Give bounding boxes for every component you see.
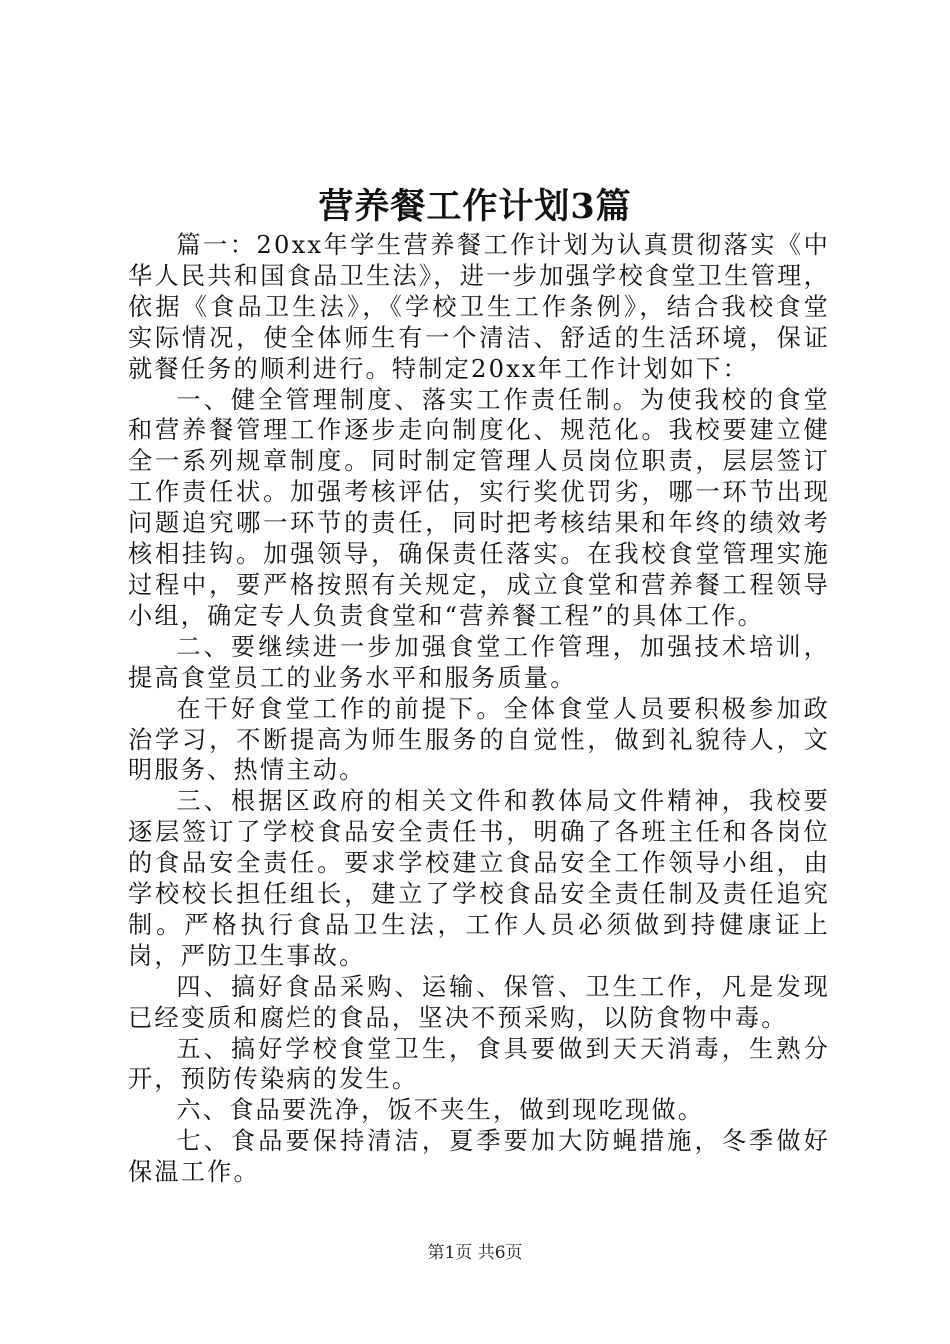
- paragraph-intro: 篇一：20xx年学生营养餐工作计划为认真贯彻落实《中华人民共和国食品卫生法》，进一步加强学校食堂卫生管理，依据《食品卫生法》，《学校卫生工作条例》，结合我校食堂实际情况，使全体师生有一个清洁、舒适的生活环境，保证就餐任务的顺利进行。特制定20xx年工作计划如下：: [128, 231, 830, 383]
- paragraph-item-5: 五、搞好学校食堂卫生，食具要做到天天消毒，生熟分开，预防传染病的发生。: [128, 1034, 830, 1094]
- paragraph-item-1: 一、健全管理制度、落实工作责任制。为使我校的食堂和营养餐管理工作逐步走向制度化、规范化。我校要建立健全一系列规章制度。同时制定管理人员岗位职责，层层签订工作责任状。加强考核评估，实行奖优罚劣，哪一环节出现问题追究哪一环节的责任，同时把考核结果和年终的绩效考核相挂钩。加强领导，确保责任落实。在我校食堂管理实施过程中，要严格按照有关规定，成立食堂和营养餐工程领导小组，确定专人负责食堂和“营养餐工程”的具体工作。: [128, 385, 830, 630]
- page-footer: 第1页 共6页: [427, 1243, 523, 1263]
- document-title: 营养餐工作计划3篇: [318, 186, 632, 227]
- paragraph-item-2-detail: 在干好食堂工作的前提下。全体食堂人员要积极参加政治学习，不断提高为师生服务的自觉性，做到礼貌待人，文明服务、热情主动。: [128, 694, 830, 785]
- paragraph-item-2: 二、要继续进一步加强食堂工作管理，加强技术培训，提高食堂员工的业务水平和服务质量。: [128, 632, 830, 692]
- paragraph-item-6: 六、食品要洗净，饭不夹生，做到现吃现做。: [176, 1096, 705, 1125]
- paragraph-item-4: 四、搞好食品采购、运输、保管、卫生工作，凡是发现已经变质和腐烂的食品，坚决不预采购，以防食物中毒。: [128, 972, 830, 1032]
- paragraph-item-3: 三、根据区政府的相关文件和教体局文件精神，我校要逐层签订了学校食品安全责任书，明确了各班主任和各岗位的食品安全责任。要求学校建立食品安全工作领导小组，由学校校长担任组长，建立了学校食品安全责任制及责任追究制。严格执行食品卫生法，工作人员必须做到持健康证上岗，严防卫生事故。: [128, 787, 830, 970]
- paragraph-item-7: 七、食品要保持清洁，夏季要加大防蝇措施，冬季做好保温工作。: [128, 1127, 830, 1187]
- document-body: [128, 230, 830, 1188]
